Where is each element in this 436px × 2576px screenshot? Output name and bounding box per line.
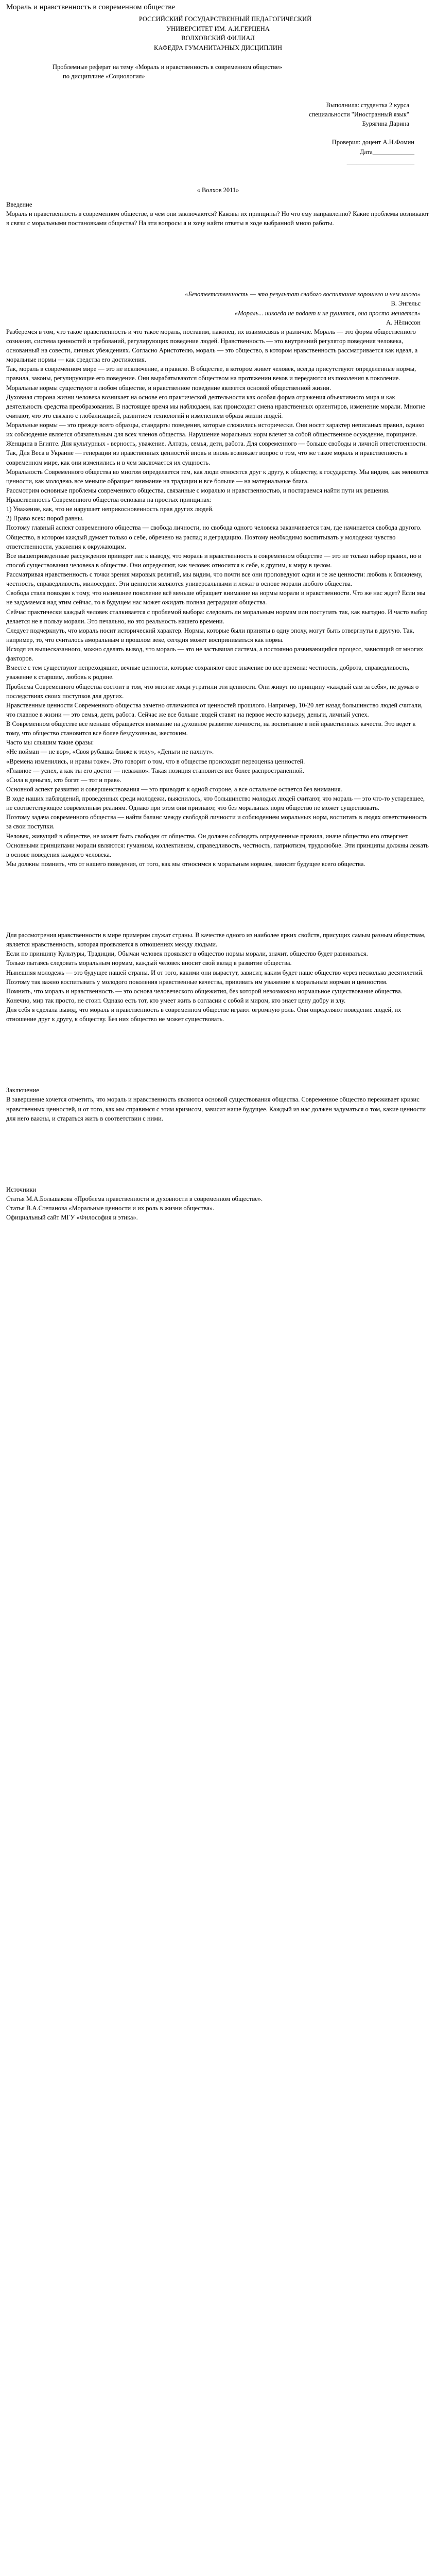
closing-paragraph: Помнить, что мораль и нравственность — это основа человеческого общежития, без которой невозможно нормальное существование общества. (6, 987, 403, 995)
body-paragraph: «Не пойман — не вор», «Своя рубашка ближе к телу», «Деньги не пахнут». (6, 748, 214, 756)
closing-paragraph: Если по принципу Культуры, Традиции, Обычаи человек проявляет в общество нормы морали, значит, общество будет развиваться. (6, 950, 368, 958)
body-paragraph: Моральность Современного общества во многом определяется тем, как люди относятся друг к другу, к обществу, к государству. Мы видим, как меняются ценности, как молодежь все меньше обращает внимание на традиции и все больше — на материальные блага. (6, 468, 429, 485)
header-line-2: УНИВЕРСИТЕТ ИМ. А.И.ГЕРЦЕНА (166, 25, 270, 32)
header-line-3: ВОЛХОВСКИЙ ФИЛИАЛ (181, 35, 255, 42)
intro-paragraph: Мораль и нравственность в современном обществе, в чем они заключаются? Каковы их принципы? Но что ему направленно? Какие проблемы возникают в связи с моральными постановками общества? На эти вопросы я и хочу найти ответы в ходе выбранной мною работы. (6, 210, 429, 227)
body-paragraph: Рассмотрим основные проблемы современного общества, связанные с моралью и нравственностью, и постараемся найти пути их решения. (6, 486, 390, 494)
closing-paragraph: Нынешняя молодежь — это будущее нашей страны. И от того, какими они вырастут, зависит, каким будет наше общество через несколько десятилетий. (6, 969, 424, 976)
closing-body (6, 930, 430, 1024)
header-line-1: РОССИЙСКИЙ ГОСУДАРСТВЕННЫЙ ПЕДАГОГИЧЕСКИЙ (138, 15, 312, 23)
conclusion-heading: Заключение (6, 1087, 39, 1094)
epigraph-2: «Мораль... никогда не подает и не рушится, она просто меняется» (234, 309, 421, 317)
body-paragraph: Поэтому задача современного общества — найти баланс между свободой личности и соблюдением моральных норм, воспитать в людях ответственность за свои поступки. (6, 814, 428, 831)
body-paragraph: В ходе наших наблюдений, проведенных среди молодежи, выяснилось, что большинство молодых людей считают, что мораль — это что-то устаревшее, не соответствующее современным реалиям. Однако при этом они признают, что без моральных норм общество не может существовать. (6, 795, 425, 812)
body-paragraph: Нравственные ценности Современного общества заметно отличаются от ценностей прошлого. Например, 10-20 лет назад большинство людей считали, что главное в жизни — это семья, дети, работа. Сейчас же все больше людей ставят на первое место карьеру, деньги, личный успех. (6, 701, 423, 718)
body-paragraph: Духовная сторона жизни человека возникает на основе его практической деятельности как особая форма отражения объективного мира и как деятельность средства преобразования. В настоящее время мы наблюдаем, как происходит смена нравственных ориентиров, изменение морали. Многие считают, что это связано с глобализацией, развитием технологий и изменением образа жизни людей. (6, 393, 425, 419)
checker-line-2: Дата_____________ (359, 148, 414, 156)
body-paragraph: Мы должны помнить, что от нашего поведения, от того, как мы относимся к моральным нормам, зависит будущее всего общества. (6, 860, 365, 868)
closing-paragraph: Только пытаясь следовать моральным нормам, каждый человек вносит свой вклад в развитие общества. (6, 959, 292, 967)
body-paragraph: Проблема Современного общества состоит в том, что многие люди утратили эти ценности. Они живут по принципу «каждый сам за себя», не думая о последствиях своих поступков для других. (6, 683, 419, 700)
header-line-4: КАФЕДРА ГУМАНИТАРНЫХ ДИСЦИПЛИН (154, 44, 282, 52)
sources-heading: Источники (6, 1185, 37, 1193)
conclusion-paragraph: В завершение хочется отметить, что мораль и нравственность являются основой существования общества. Современное общество переживает кризис нравственных ценностей, и от того, как мы справимся с этим кризисом, зависит наше будущее. Каждый из нас должен задуматься о том, какие ценности для него важны, и стараться жить в соответствии с ними. (6, 1096, 426, 1122)
body-paragraph: «Главное — успех, а как ты его достиг — неважно». Такая позиция становится все более распространенной. (6, 767, 304, 774)
performer-line-2: специальности "Иностранный язык" (308, 111, 409, 118)
body-paragraph: Человек, живущий в обществе, не может быть свободен от общества. Он должен соблюдать определенные правила, иначе общество его отвергнет. (6, 832, 409, 840)
body-paragraph: Вместе с тем существуют непреходящие, вечные ценности, которые сохраняют свое значение во все времена: честность, доброта, справедливость, уважение к старшим, любовь к родине. (6, 664, 410, 681)
body-paragraph: Разберемся в том, что такое нравственность и что такое мораль, поставим, наконец, их взаимосвязь и различие. Мораль — это форма общественного сознания, система ценностей и требований, регулирующих поведение людей. Нравственность — это внутренний регулятор поведения человека, основанный на совести, личных убеждениях. Согласно Аристотелю, мораль — это общество, в котором нравственность рассматривается как идеал, а моральные нормы — как средства его достижения. (6, 328, 418, 364)
sources-list (6, 1194, 430, 1222)
body-paragraph: 1) Уважение, как, что не нарушает неприкосновенность прав других людей. (6, 505, 214, 513)
epigraph-1-author: В. Энгельс (391, 300, 421, 308)
topic-line-1: Проблемные реферат на тему «Мораль и нравственность в современном обществе» (53, 63, 283, 71)
body-paragraph: Сейчас практически каждый человек сталкивается с проблемой выбора: следовать ли моральным нормам или поступать так, как выгодно. И часто выбор делается не в пользу морали. Это печально, но это реальность нашего времени. (6, 608, 428, 625)
body-paragraph: Свобода стала поводом к тому, что нынешнее поколение всё меньше обращает внимание на нормы морали и нравственности. Что же нас ждет? Если мы не задумаемся над этим сейчас, то в будущем нас может ожидать полная деградация общества. (6, 589, 426, 606)
body-paragraph: Поэтому главный аспект современного общества — свобода личности, но свобода одного человека заканчивается там, где начинается свобода другого. Общество, в котором каждый думает только о себе, обречено на распад и деградацию. Поэтому необходимо воспитывать у молодежи чувство ответственности, уважения к окружающим. (6, 524, 422, 550)
checker-line-3: _____________________ (346, 157, 414, 165)
body-paragraph: 2) Право всех: порой равны. (6, 515, 84, 522)
body-paragraph: Женщина в Египте. Для культурных - верность, уважение. Алтарь, семья, дети, работа. Для современного — больше свободы и личной ответственности. (6, 440, 427, 448)
body-paragraph: Нравственность Современного общества основана на простых принципах: (6, 496, 212, 503)
body-paragraph: Все вышеприведенные рассуждения приводят нас к выводу, что мораль и нравственность в современном обществе — это не только набор правил, но и способ существования человека в обществе. Они определяют, как человек относится к себе, к другим, к миру в целом. (6, 552, 422, 569)
body-paragraph: Моральные нормы — это прежде всего образцы, стандарты поведения, которые сложились исторически. Они носят характер неписаных правил, однако их соблюдение является обязательным для всех членов общества. Нарушение моральных норм влечет за собой общественное осуждение, порицание. (6, 421, 425, 438)
body-paragraph: Следует подчеркнуть, что мораль носит исторический характер. Нормы, которые были приняты в одну эпоху, могут быть отвергнуты в другую. Так, например, то, что считалось аморальным в прошлом веке, сегодня может восприниматься как норма. (6, 626, 414, 643)
body-paragraph: Исходя из вышесказанного, можно сделать вывод, что мораль — это не застывшая система, а постоянно развивающийся процесс, зависящий от многих факторов. (6, 646, 423, 663)
body-paragraph: Так, Для Веса в Украине — генерации из нравственных ценностей вновь и вновь возникает вопрос о том, что же такое мораль и нравственность в современном мире, как они изменились и в чем заключается их сущность. (6, 449, 408, 466)
body-paragraph: Основной аспект развития и совершенствования — это приводит к одной стороне, а все остальное остается без внимания. (6, 785, 342, 793)
performer-line-1: Выполнила: студентка 2 курса (326, 101, 409, 109)
closing-paragraph: Для себя я сделала вывод, что мораль и нравственность в современном обществе играют огромную роль. Они определяют поведение людей, их отношение друг к другу, к обществу. Без них общество не может существовать. (6, 1006, 402, 1023)
body-paragraph: Рассматривая нравственность с точки зрения мировых религий, мы видим, что почти все они проповедуют одни и те же ценности: любовь к ближнему, честность, справедливость, милосердие. Эти ценности являются универсальными и лежат в основе морали любого общества. (6, 571, 423, 588)
body-paragraph: «Времена изменились, и нравы тоже». Это говорит о том, что в обществе происходит переоценка ценностей. (6, 757, 305, 765)
body-paragraph: Часто мы слышим такие фразы: (6, 739, 94, 747)
source-item: Официальный сайт МГУ «Философия и этика». (6, 1214, 138, 1222)
epigraph-2-author: А. Нёлиссон (386, 318, 421, 326)
intro-heading: Введение (6, 200, 32, 208)
body-paragraph: Так, мораль в современном мире — это не исключение, а правило. В обществе, в котором живет человек, всегда присутствуют определенные нормы, правила, законы, регулирующие его поведение. Они вырабатываются обществом на протяжении веков и передаются из поколения в поколение. Моральные нормы существуют в любом обществе, и нравственное поведение является основой общественной жизни. (6, 365, 416, 392)
topic-line-2: по дисциплине «Социология» (63, 72, 145, 80)
performer-line-3: Бурягина Дарина (362, 120, 409, 128)
city-year: « Волхов 2011» (197, 186, 239, 194)
body-paragraph: Основными принципами морали являются: гуманизм, коллективизм, справедливость, честность, патриотизм, трудолюбие. Эти принципы должны лежать в основе поведения каждого человека. (6, 841, 429, 858)
source-item: Статья В.А.Степанова «Моральные ценности и их роль в жизни общества». (6, 1205, 215, 1212)
document-title: Мораль и нравственность в современном обществе (6, 3, 175, 11)
checker-line-1: Проверил: доцент А.Н.Фомин (332, 139, 414, 146)
closing-paragraph: Поэтому так важно воспитывать у молодого поколения нравственные качества, прививать им уважение к моральным нормам и ценностям. (6, 978, 388, 986)
epigraph-1: «Безответственность — это результат слабого воспитания хорошего и чем много» (185, 291, 421, 298)
body-paragraph: «Сила в деньгах, кто богат — тот и прав». (6, 776, 121, 784)
source-item: Статья М.А.Большакова «Проблема нравственности и духовности в современном обществе». (6, 1195, 263, 1202)
main-body (6, 327, 430, 869)
body-paragraph: В Современном обществе все меньше обращается внимание на духовное развитие личности, на воспитание в ней нравственных качеств. Это ведет к тому, что общество становится все более бездуховным, жестоким. (6, 720, 416, 737)
closing-paragraph: Для рассмотрения нравственности в мире примером служат страны. В качестве одного из наиболее ярких свойств, присущих самым разным обществам, является нравственность, которая проявляется в отношениях между людьми. (6, 931, 426, 948)
closing-paragraph: Конечно, мир так просто, не стоит. Однако есть тот, кто умеет жить в согласии с собой и миром, кто знает цену добру и злу. (6, 996, 346, 1004)
